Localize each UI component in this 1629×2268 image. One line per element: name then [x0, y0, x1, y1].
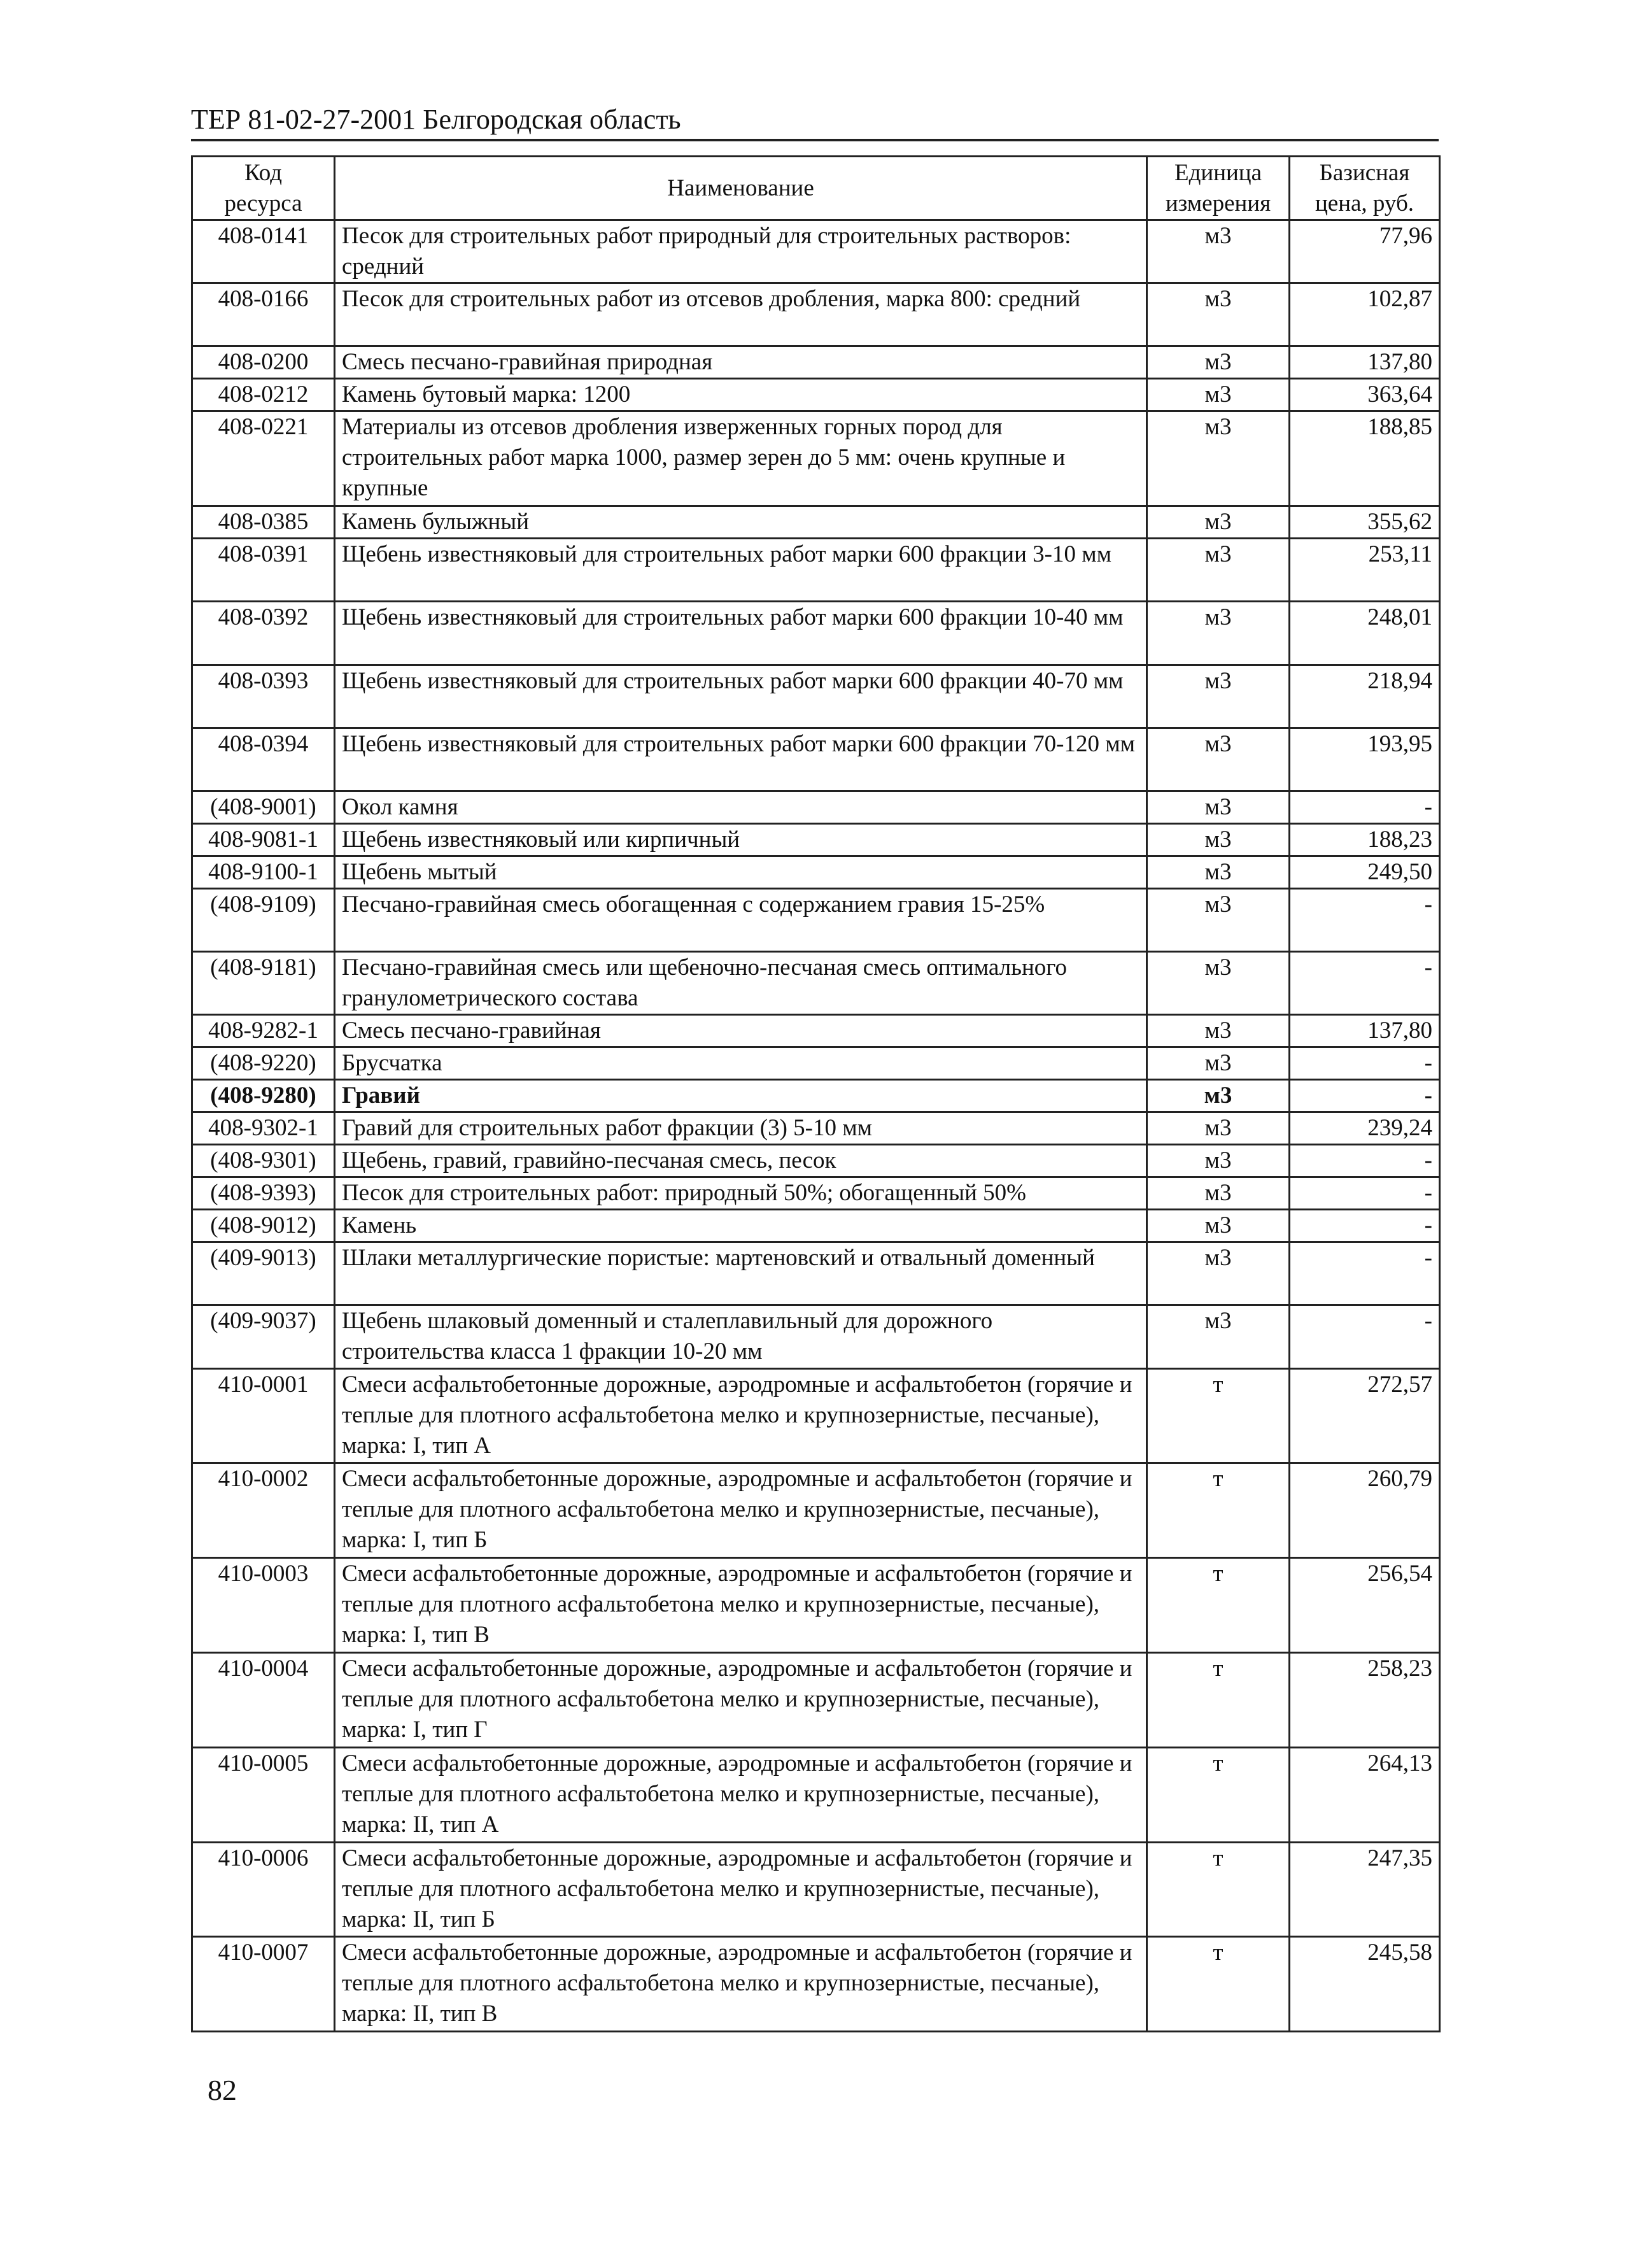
unit-cell: м3	[1147, 539, 1290, 602]
table-row	[192, 1368, 1440, 1463]
resource-name-cell: Материалы из отсевов дробления изверженных горных пород для строительных работ марка 1000, размер зерен до 5 мм: очень крупные и крупные	[335, 411, 1147, 506]
resource-name-cell: Гравий для строительных работ фракции (3) 5-10 мм	[335, 1112, 1147, 1145]
resource-name-cell: Песчано-гравийная смесь обогащенная с содержанием гравия 15-25%	[335, 888, 1147, 951]
table-row	[192, 1653, 1440, 1748]
table-row	[192, 283, 1440, 346]
table-row	[192, 1047, 1440, 1080]
price-cell: 77,96	[1290, 220, 1440, 283]
table-row	[192, 1558, 1440, 1653]
resource-code-cell: (408-9220)	[192, 1047, 335, 1080]
table-body	[192, 220, 1440, 2032]
resource-code-cell: 408-0200	[192, 346, 335, 379]
price-cell: 102,87	[1290, 283, 1440, 346]
table-row	[192, 539, 1440, 602]
table-row	[192, 1937, 1440, 2032]
price-cell: 247,35	[1290, 1842, 1440, 1937]
column-header-code: Код ресурса	[192, 157, 335, 220]
unit-cell: м3	[1147, 346, 1290, 379]
resource-code-cell: (408-9012)	[192, 1210, 335, 1242]
unit-cell: т	[1147, 1937, 1290, 2032]
unit-cell: м3	[1147, 1080, 1290, 1112]
resource-code-cell: 408-0166	[192, 283, 335, 346]
price-cell: -	[1290, 791, 1440, 823]
resource-code-cell: (408-9280)	[192, 1080, 335, 1112]
resource-name-cell: Песок для строительных работ природный для строительных растворов: средний	[335, 220, 1147, 283]
price-cell: 188,23	[1290, 823, 1440, 856]
resource-name-cell: Песок для строительных работ: природный 50%; обогащенный 50%	[335, 1177, 1147, 1210]
table-row	[192, 1145, 1440, 1177]
unit-cell: м3	[1147, 856, 1290, 888]
resource-code-cell: 408-0394	[192, 728, 335, 791]
table-row	[192, 1177, 1440, 1210]
resource-name-cell: Камень	[335, 1210, 1147, 1242]
unit-cell: т	[1147, 1653, 1290, 1748]
resource-name-cell: Щебень, гравий, гравийно-песчаная смесь, песок	[335, 1145, 1147, 1177]
price-cell: 272,57	[1290, 1368, 1440, 1463]
price-cell: 245,58	[1290, 1937, 1440, 2032]
table-row	[192, 602, 1440, 665]
unit-cell: м3	[1147, 1145, 1290, 1177]
unit-cell: м3	[1147, 1242, 1290, 1305]
unit-cell: м3	[1147, 823, 1290, 856]
resource-code-cell: 410-0004	[192, 1653, 335, 1748]
resource-code-cell: 408-0385	[192, 506, 335, 539]
resource-name-cell: Камень булыжный	[335, 506, 1147, 539]
price-cell: 363,64	[1290, 379, 1440, 411]
table-row	[192, 823, 1440, 856]
price-cell: 137,80	[1290, 346, 1440, 379]
price-cell: 249,50	[1290, 856, 1440, 888]
table-row	[192, 1210, 1440, 1242]
page-header	[191, 101, 1439, 141]
price-cell: -	[1290, 1177, 1440, 1210]
table-row	[192, 1463, 1440, 1558]
unit-cell: м3	[1147, 791, 1290, 823]
column-header-unit: Единица измерения	[1147, 157, 1290, 220]
resource-name-cell: Брусчатка	[335, 1047, 1147, 1080]
unit-cell: м3	[1147, 379, 1290, 411]
table-row	[192, 346, 1440, 379]
price-cell: 137,80	[1290, 1015, 1440, 1047]
unit-cell: м3	[1147, 952, 1290, 1015]
unit-cell: м3	[1147, 411, 1290, 506]
resource-name-cell: Песок для строительных работ из отсевов дробления, марка 800: средний	[335, 283, 1147, 346]
price-cell: 188,85	[1290, 411, 1440, 506]
table-row	[192, 1112, 1440, 1145]
resource-code-cell: 408-0393	[192, 665, 335, 728]
table-row	[192, 665, 1440, 728]
price-cell: -	[1290, 1210, 1440, 1242]
resource-code-cell: 410-0002	[192, 1463, 335, 1558]
unit-cell: м3	[1147, 728, 1290, 791]
price-cell: 355,62	[1290, 506, 1440, 539]
price-cell: -	[1290, 952, 1440, 1015]
resource-code-cell: 408-9282-1	[192, 1015, 335, 1047]
table-row	[192, 791, 1440, 823]
resource-name-cell: Щебень известняковый для строительных работ марки 600 фракции 70-120 мм	[335, 728, 1147, 791]
page-number: 82	[208, 2074, 237, 2106]
resource-code-cell: 410-0006	[192, 1842, 335, 1937]
unit-cell: т	[1147, 1558, 1290, 1653]
table-row	[192, 220, 1440, 283]
price-cell: 258,23	[1290, 1653, 1440, 1748]
table-row	[192, 728, 1440, 791]
resource-code-cell: (409-9013)	[192, 1242, 335, 1305]
unit-cell: м3	[1147, 602, 1290, 665]
table-header-row	[192, 157, 1440, 220]
unit-cell: т	[1147, 1842, 1290, 1937]
price-cell: 248,01	[1290, 602, 1440, 665]
price-cell: 218,94	[1290, 665, 1440, 728]
resource-name-cell: Смеси асфальтобетонные дорожные, аэродромные и асфальтобетон (горячие и теплые для плотного асфальтобетона мелко и крупнозернистые, песчаные), марка: II, тип А	[335, 1747, 1147, 1842]
unit-cell: м3	[1147, 1210, 1290, 1242]
resource-code-cell: 408-0212	[192, 379, 335, 411]
unit-cell: м3	[1147, 1305, 1290, 1368]
resource-code-cell: 410-0005	[192, 1747, 335, 1842]
resource-code-cell: 408-0221	[192, 411, 335, 506]
table-row	[192, 1842, 1440, 1937]
resource-code-cell: (408-9001)	[192, 791, 335, 823]
unit-cell: м3	[1147, 283, 1290, 346]
price-cell: 193,95	[1290, 728, 1440, 791]
price-cell: -	[1290, 1145, 1440, 1177]
resource-name-cell: Песчано-гравийная смесь или щебеночно-песчаная смесь оптимального гранулометрического состава	[335, 952, 1147, 1015]
table-row	[192, 1080, 1440, 1112]
unit-cell: м3	[1147, 220, 1290, 283]
resource-code-cell: 408-9100-1	[192, 856, 335, 888]
table-row	[192, 506, 1440, 539]
resource-name-cell: Гравий	[335, 1080, 1147, 1112]
unit-cell: т	[1147, 1463, 1290, 1558]
price-cell: -	[1290, 1047, 1440, 1080]
resource-name-cell: Смеси асфальтобетонные дорожные, аэродромные и асфальтобетон (горячие и теплые для плотного асфальтобетона мелко и крупнозернистые, песчаные), марка: II, тип В	[335, 1937, 1147, 2032]
price-cell: -	[1290, 1242, 1440, 1305]
table-row	[192, 1242, 1440, 1305]
unit-cell: м3	[1147, 1015, 1290, 1047]
resource-name-cell: Смеси асфальтобетонные дорожные, аэродромные и асфальтобетон (горячие и теплые для плотного асфальтобетона мелко и крупнозернистые, песчаные), марка: I, тип В	[335, 1558, 1147, 1653]
price-cell: 260,79	[1290, 1463, 1440, 1558]
table-row	[192, 1305, 1440, 1368]
column-header-price: Базисная цена, руб.	[1290, 157, 1440, 220]
resource-code-cell: 410-0007	[192, 1937, 335, 2032]
resource-code-cell: (408-9393)	[192, 1177, 335, 1210]
price-cell: 239,24	[1290, 1112, 1440, 1145]
unit-cell: м3	[1147, 506, 1290, 539]
resource-name-cell: Смеси асфальтобетонные дорожные, аэродромные и асфальтобетон (горячие и теплые для плотного асфальтобетона мелко и крупнозернистые, песчаные), марка: I, тип Б	[335, 1463, 1147, 1558]
resource-name-cell: Щебень мытый	[335, 856, 1147, 888]
resource-name-cell: Смеси асфальтобетонные дорожные, аэродромные и асфальтобетон (горячие и теплые для плотного асфальтобетона мелко и крупнозернистые, песчаные), марка: I, тип А	[335, 1368, 1147, 1463]
resource-code-cell: (408-9301)	[192, 1145, 335, 1177]
resource-code-cell: (408-9109)	[192, 888, 335, 951]
table-row	[192, 856, 1440, 888]
document-title: ТЕР 81-02-27-2001 Белгородская область	[191, 104, 681, 135]
table-row	[192, 1747, 1440, 1842]
price-cell: -	[1290, 888, 1440, 951]
resource-name-cell: Камень бутовый марка: 1200	[335, 379, 1147, 411]
unit-cell: м3	[1147, 888, 1290, 951]
column-header-name: Наименование	[335, 157, 1147, 220]
resource-code-cell: 408-9302-1	[192, 1112, 335, 1145]
unit-cell: м3	[1147, 1177, 1290, 1210]
price-cell: 256,54	[1290, 1558, 1440, 1653]
resource-code-cell: 408-0391	[192, 539, 335, 602]
resource-name-cell: Шлаки металлургические пористые: мартеновский и отвальный доменный	[335, 1242, 1147, 1305]
resource-name-cell: Щебень известняковый для строительных работ марки 600 фракции 3-10 мм	[335, 539, 1147, 602]
table-row	[192, 411, 1440, 506]
resource-code-cell: (409-9037)	[192, 1305, 335, 1368]
table-row	[192, 952, 1440, 1015]
resource-name-cell: Щебень известняковый или кирпичный	[335, 823, 1147, 856]
resource-name-cell: Окол камня	[335, 791, 1147, 823]
resource-name-cell: Щебень известняковый для строительных работ марки 600 фракции 10-40 мм	[335, 602, 1147, 665]
resource-code-cell: (408-9181)	[192, 952, 335, 1015]
price-cell: 253,11	[1290, 539, 1440, 602]
resource-name-cell: Смеси асфальтобетонные дорожные, аэродромные и асфальтобетон (горячие и теплые для плотного асфальтобетона мелко и крупнозернистые, песчаные), марка: II, тип Б	[335, 1842, 1147, 1937]
price-cell: -	[1290, 1305, 1440, 1368]
unit-cell: м3	[1147, 1047, 1290, 1080]
unit-cell: т	[1147, 1747, 1290, 1842]
unit-cell: м3	[1147, 1112, 1290, 1145]
resource-code-cell: 410-0001	[192, 1368, 335, 1463]
resource-code-cell: 408-0141	[192, 220, 335, 283]
unit-cell: м3	[1147, 665, 1290, 728]
price-cell: 264,13	[1290, 1747, 1440, 1842]
resource-name-cell: Щебень шлаковый доменный и сталеплавильный для дорожного строительства класса 1 фракции 10-20 мм	[335, 1305, 1147, 1368]
table-row	[192, 379, 1440, 411]
resource-price-table	[191, 155, 1441, 2032]
resource-name-cell: Смесь песчано-гравийная природная	[335, 346, 1147, 379]
resource-name-cell: Щебень известняковый для строительных работ марки 600 фракции 40-70 мм	[335, 665, 1147, 728]
table-row	[192, 888, 1440, 951]
table-row	[192, 1015, 1440, 1047]
price-cell: -	[1290, 1080, 1440, 1112]
resource-code-cell: 408-0392	[192, 602, 335, 665]
resource-code-cell: 410-0003	[192, 1558, 335, 1653]
resource-code-cell: 408-9081-1	[192, 823, 335, 856]
unit-cell: т	[1147, 1368, 1290, 1463]
resource-name-cell: Смеси асфальтобетонные дорожные, аэродромные и асфальтобетон (горячие и теплые для плотного асфальтобетона мелко и крупнозернистые, песчаные), марка: I, тип Г	[335, 1653, 1147, 1748]
resource-name-cell: Смесь песчано-гравийная	[335, 1015, 1147, 1047]
